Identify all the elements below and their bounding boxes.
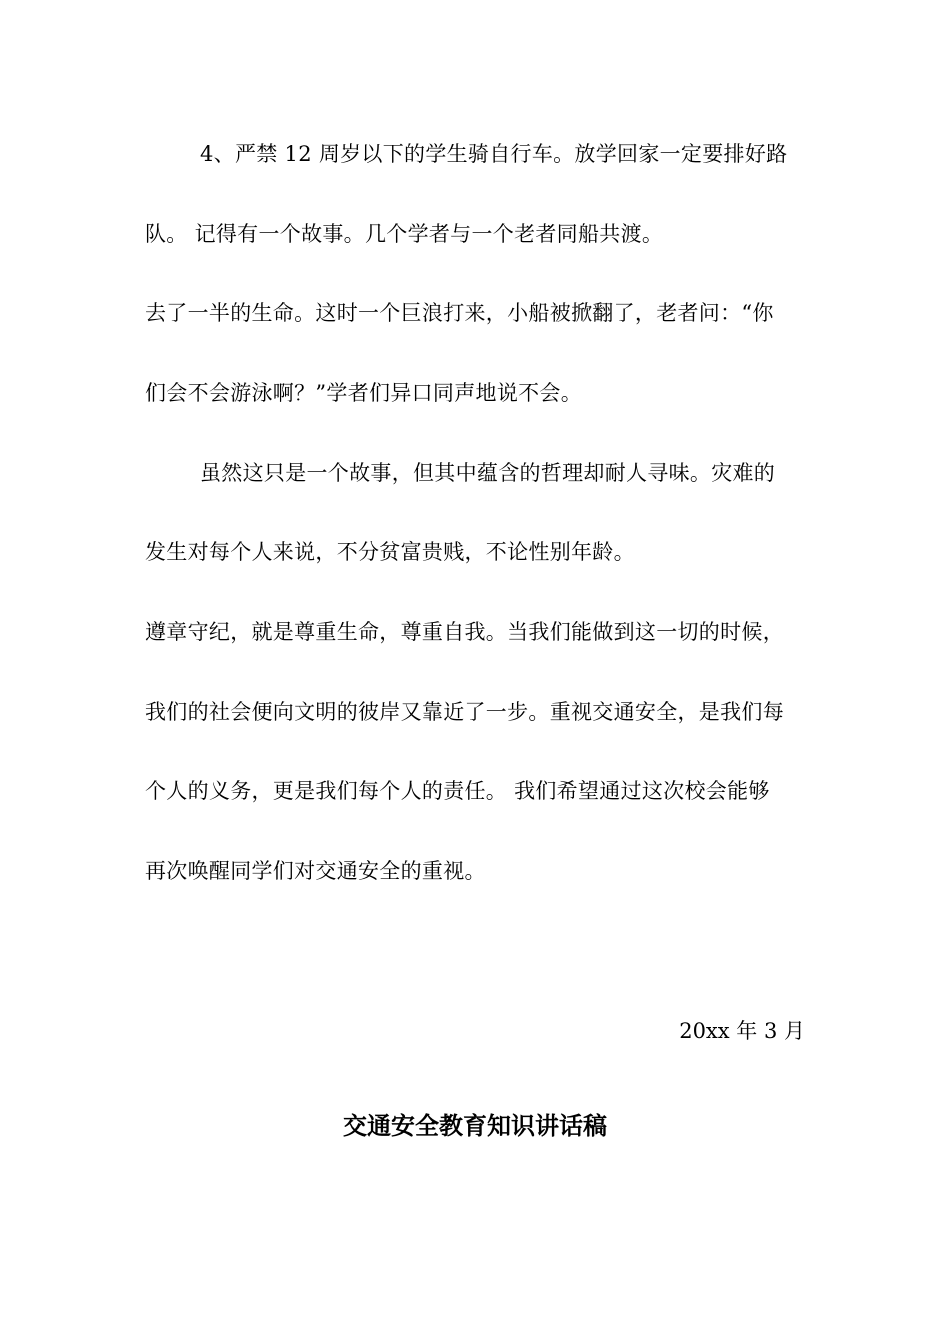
paragraph-line: 4、严禁 12 周岁以下的学生骑自行车。放学回家一定要排好路 [200, 142, 788, 166]
paragraph-line: 队。 记得有一个故事。几个学者与一个老者同船共渡。 [145, 222, 664, 246]
paragraph-line: 再次唤醒同学们对交通安全的重视。 [145, 859, 486, 883]
paragraph-line: 去了一半的生命。这时一个巨浪打来，小船被掀翻了，老者问：“你 [145, 301, 774, 325]
document-date: 20xx 年 3 月 [679, 1019, 805, 1043]
paragraph-line: 个人的义务，更是我们每个人的责任。 我们希望通过这次校会能够 [145, 779, 770, 803]
paragraph-line: 我们的社会便向文明的彼岸又靠近了一步。重视交通安全，是我们每 [145, 700, 784, 724]
paragraph-line: 们会不会游泳啊？”学者们异口同声地说不会。 [145, 381, 583, 405]
paragraph-line: 遵章守纪，就是尊重生命，尊重自我。当我们能做到这一切的时候， [145, 620, 784, 644]
paragraph-line: 虽然这只是一个故事，但其中蕴含的哲理却耐人寻味。灾难的 [200, 461, 776, 485]
paragraph-line: 发生对每个人来说，不分贫富贵贱，不论性别年龄。 [145, 540, 635, 564]
next-section-title: 交通安全教育知识讲话稿 [343, 1112, 607, 1140]
